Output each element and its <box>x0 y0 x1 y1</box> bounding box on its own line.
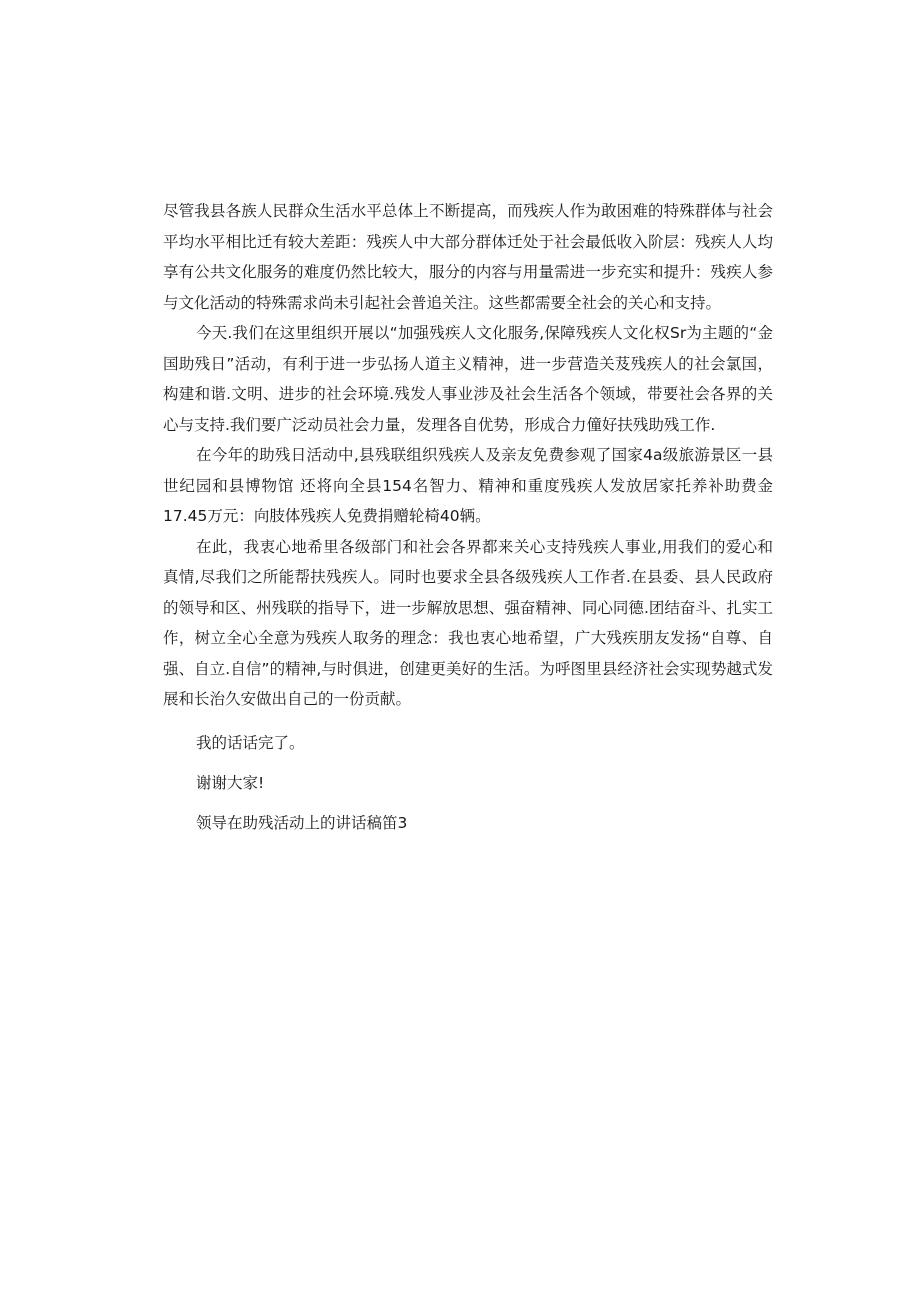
document-page <box>163 196 773 833</box>
paragraph-4: 在此，我衷心地希里各级部门和社会各界都来关心支持残疾人事业,用我们的爱心和真情,尽我们之所能帮扶残疾人。同时也要求全县各级残疾人工作者.在县委、县人民政府的领导和区、州残联的指导下，进一步解放思想、强奋精神、同心同德.团结奋斗、扎实工作，树立全心全意为残疾人取务的理念：我也衷心地希望，广大残疾朋友发扬“自尊、自强、自立.自信”的精神,与时俱进，创建更美好的生活。为呼图里县经济社会实现势越式发展和长治久安做出自己的一份贡献。 <box>163 537 773 708</box>
next-section-title: 领导在助残活动上的讲话稿笛3 <box>196 813 408 832</box>
closing-remark: 我的话话完了。 <box>196 733 305 752</box>
paragraph-2: 今天.我们在这里组织开展以“加强残疾人文化服务,保障残疾人文化权Sr为主题的“金国助残日”活动，有利于进一步弘扬人道主义精神，进一步营造关芨残疾人的社会氯国，构建和谐.文明、进步的社会环境.残发人事业涉及社会生活各个领域，带要社会各界的关心与支持.我们要广泛动员社会力量，发理各自优势，形成合力僮好扶残助残工作. <box>163 324 773 434</box>
paragraph-3: 在今年的助残日活动中,县残联组织残疾人及亲友免费参观了国家4a级旅游景区一县世纪园和县博物馆 还将向全县154名智力、精神和重度残疾人发放居家托养补助费金17.45万元：向肢体残疾人免费捐赠轮椅40辆。 <box>163 446 773 525</box>
paragraph-1: 尽管我县各族人民群众生活水平总体上不断提高，而残疾人作为敢困难的特殊群体与社会平均水平相比迁有较大差距：残疾人中大部分群体迁处于社会最低收入阶层：残疾人人均享有公共文化服务的难度仍然比较大，服分的内容与用量需进一步充实和提升：残疾人参与文化活动的特殊需求尚未引起社会普追关注。这些都需要全社会的关心和支持。 <box>163 202 773 312</box>
thanks-line: 谢谢大家! <box>196 773 265 792</box>
